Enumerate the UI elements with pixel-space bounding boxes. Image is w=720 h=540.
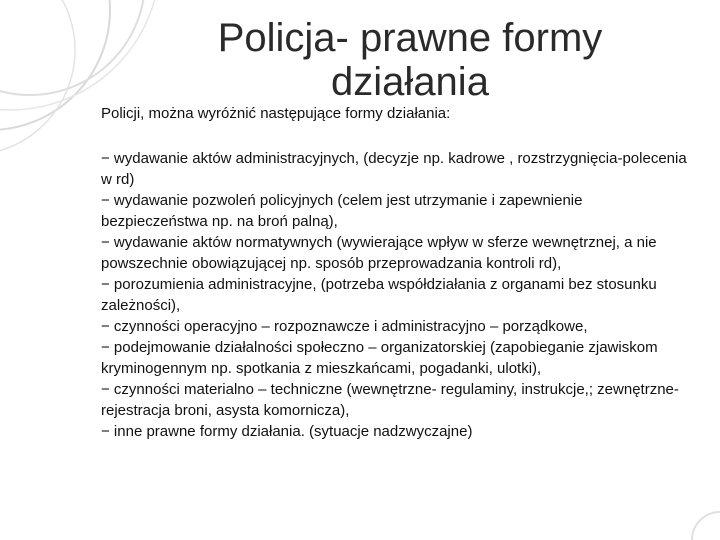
slide-title: Policja- prawne formy działania [217, 16, 603, 104]
list-item: − podejmowanie działalności społeczno – organizatorskiej (zapobieganie zjawiskom kryminogennym np. spotkania z mieszkańcami, pogadanki, ulotki), [101, 339, 658, 377]
forms-list [101, 148, 693, 442]
list-item: − wydawanie aktów administracyjnych, (decyzje np. kadrowe , rozstrzygnięcia-polecenia w rd) [101, 150, 687, 188]
list-item: − wydawanie pozwoleń policyjnych (celem jest utrzymanie i zapewnienie bezpieczeństwa np. na broń palną), [101, 192, 583, 230]
list-item: − porozumienia administracyjne, (potrzeba współdziałania z organami bez stosunku zależności), [101, 276, 657, 314]
list-item: − inne prawne formy działania. (sytuacje nadzwyczajne) [101, 423, 473, 440]
list-item: − wydawanie aktów normatywnych (wywierające wpływ w sferze wewnętrznej, a nie powszechnie obowiązującej np. sposób przeprowadzania kontroli rd), [101, 234, 657, 272]
list-item: − czynności operacyjno – rozpoznawcze i administracyjno – porządkowe, [101, 318, 588, 335]
intro-text: Policji, można wyróżnić następujące formy działania: [101, 105, 451, 122]
list-item: − czynności materialno – techniczne (wewnętrzne- regulaminy, instrukcje,; zewnętrzne- rejestracja broni, asysta komornicza), [101, 381, 679, 419]
